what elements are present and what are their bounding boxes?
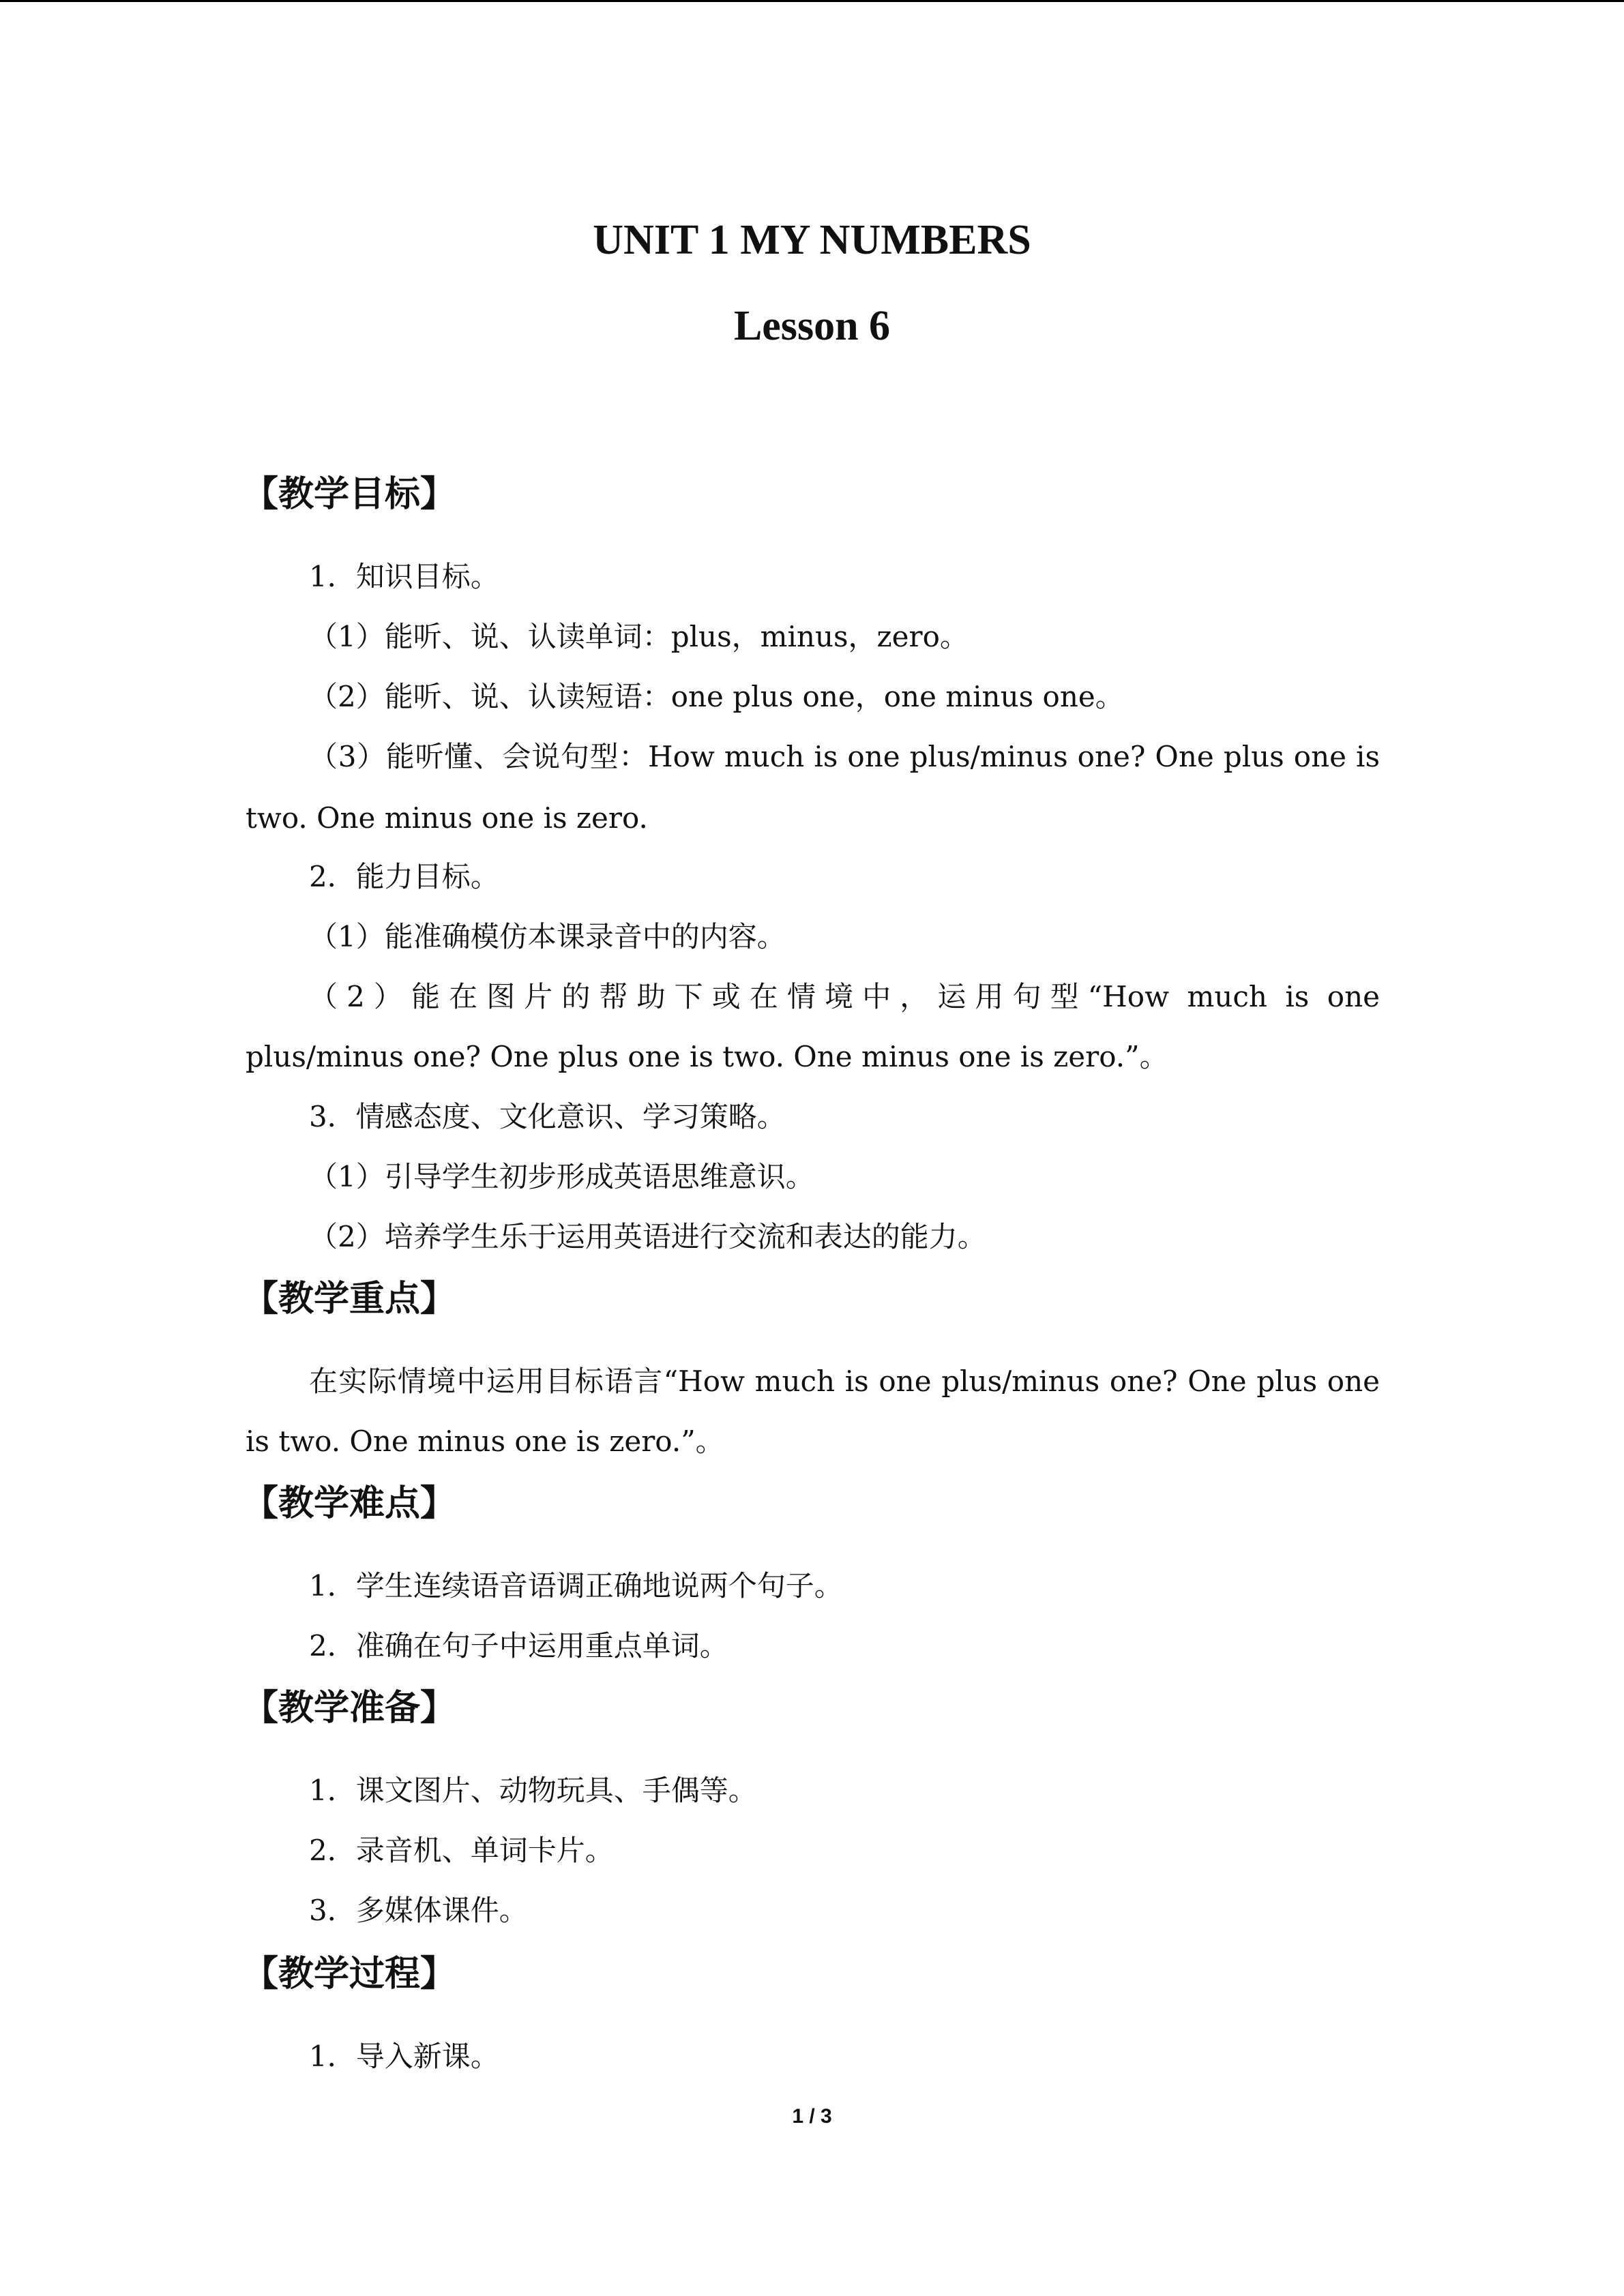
- difficulties-line: 1．学生连续语音语调正确地说两个句子。: [309, 1569, 843, 1602]
- unit-title: UNIT 1 MY NUMBERS: [593, 217, 1031, 263]
- objectives-line: 2．能力目标。: [309, 860, 499, 893]
- difficulties-line: 2．准确在句子中运用重点单词。: [309, 1629, 728, 1663]
- preparation-line: 3．多媒体课件。: [309, 1894, 528, 1927]
- lesson-title: Lesson 6: [733, 303, 891, 349]
- page-number: 1 / 3: [792, 2105, 832, 2128]
- difficulties-heading: 【教学难点】: [243, 1483, 456, 1524]
- preparation-line: 1．课文图片、动物玩具、手偶等。: [309, 1774, 757, 1807]
- preparation-heading: 【教学准备】: [243, 1688, 456, 1729]
- objectives-line: plus/minus one? One plus one is two. One minus one is zero.”。: [246, 1040, 1168, 1073]
- objectives-line: （2）能在图片的帮助下或在情境中，运用句型“How much is one: [309, 980, 1380, 1013]
- objectives-line: 1．知识目标。: [309, 560, 499, 593]
- key-points-line: is two. One minus one is zero.”。: [246, 1425, 724, 1458]
- preparation-line: 2．录音机、单词卡片。: [309, 1834, 614, 1867]
- objectives-line: （2）能听、说、认读短语：one plus one，one minus one。: [309, 680, 1124, 713]
- top-border-rule: [0, 0, 1624, 2]
- key-points-line: 在实际情境中运用目标语言“How much is one plus/minus one? One plus one: [309, 1365, 1380, 1398]
- objectives-line: （1）能准确模仿本课录音中的内容。: [309, 920, 786, 953]
- objectives-line: two. One minus one is zero.: [246, 801, 648, 835]
- key-points-heading: 【教学重点】: [243, 1279, 456, 1320]
- process-line: 1．导入新课。: [309, 2040, 499, 2073]
- objectives-line: （2）培养学生乐于运用英语进行交流和表达的能力。: [309, 1220, 986, 1253]
- objectives-line: （1）引导学生初步形成英语思维意识。: [309, 1160, 814, 1193]
- objectives-heading: 【教学目标】: [243, 474, 456, 515]
- objectives-line: （3）能听懂、会说句型：How much is one plus/minus one? One plus one is: [309, 740, 1380, 773]
- objectives-line: 3．情感态度、文化意识、学习策略。: [309, 1100, 786, 1133]
- process-heading: 【教学过程】: [243, 1954, 456, 1995]
- objectives-line: （1）能听、说、认读单词：plus，minus，zero。: [309, 620, 969, 653]
